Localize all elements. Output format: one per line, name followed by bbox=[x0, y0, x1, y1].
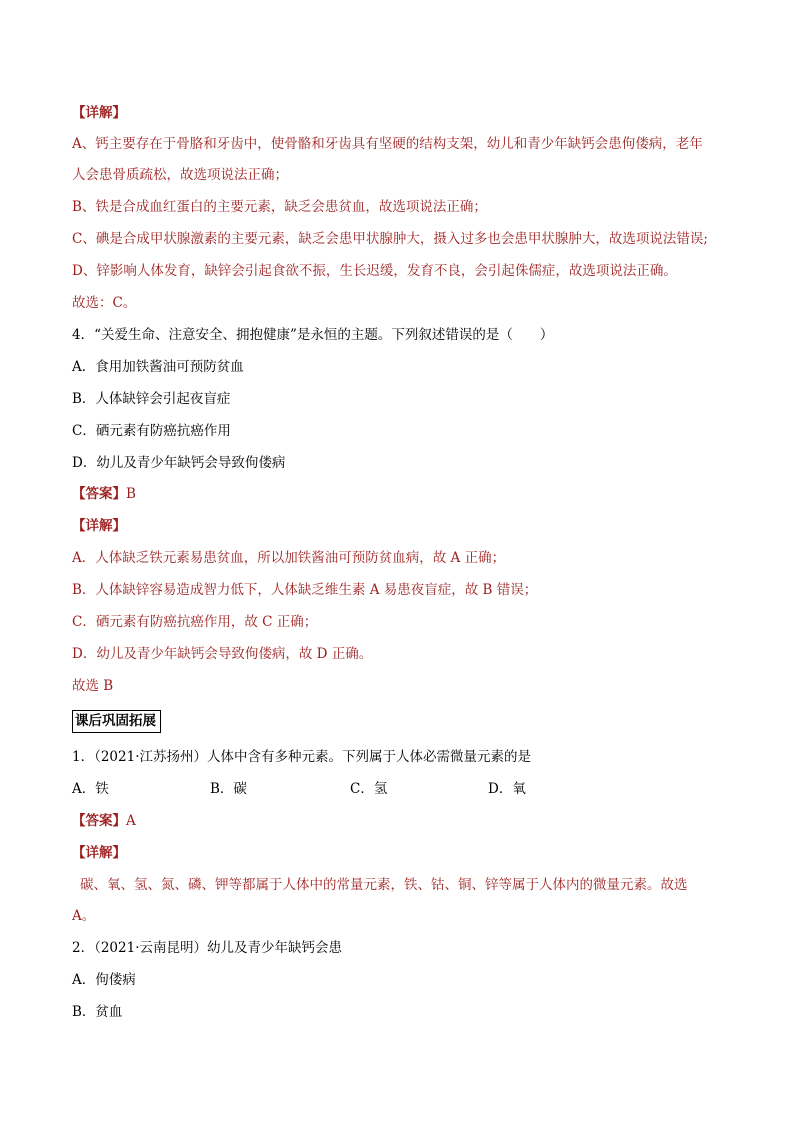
detail-line: C．硒元素有防癌抗癌作用，故 C 正确； bbox=[72, 614, 318, 630]
bracket-close: 】 bbox=[112, 845, 126, 861]
answer-label: 答案 bbox=[85, 486, 113, 502]
bracket-open: 【 bbox=[72, 518, 86, 534]
question-option: A．铁 bbox=[72, 781, 109, 797]
section-title: 课后巩固拓展 bbox=[72, 710, 161, 733]
question-option: B．贫血 bbox=[72, 1004, 123, 1020]
detail-line: B．人体缺锌容易造成智力低下，人体缺乏维生素 A 易患夜盲症，故 B 错误； bbox=[72, 582, 538, 598]
question-option: A．佝偻病 bbox=[72, 972, 136, 988]
bracket-close: 】 bbox=[112, 813, 126, 829]
detail-conclusion: 故选：C。 bbox=[72, 295, 137, 311]
detail-line: A、钙主要存在于骨胳和牙齿中，使骨骼和牙齿具有坚硬的结构支架，幼儿和青少年缺钙会患佝偻病，老年 bbox=[72, 136, 703, 152]
question-option: C．硒元素有防癌抗癌作用 bbox=[72, 423, 231, 439]
detail-line: 碳、氧、氢、氮、磷、钾等都属于人体中的常量元素，铁、钴、铜、锌等属于人体内的微量元素。故选 bbox=[80, 877, 688, 893]
question-option: D．幼儿及青少年缺钙会导致佝偻病 bbox=[72, 455, 286, 471]
question-option: B．人体缺锌会引起夜盲症 bbox=[72, 391, 231, 407]
bracket-open: 【 bbox=[72, 845, 86, 861]
detail-line: C、碘是合成甲状腺激素的主要元素，缺乏会患甲状腺肿大，摄入过多也会患甲状腺肿大，故选项说法错误; bbox=[72, 231, 708, 247]
answer-label: 答案 bbox=[85, 813, 113, 829]
bracket-open: 【 bbox=[72, 486, 86, 502]
bracket-close: 】 bbox=[112, 105, 126, 121]
question-options-row bbox=[72, 780, 526, 798]
detail-label: 详解 bbox=[85, 105, 113, 121]
answer-line bbox=[72, 485, 136, 503]
answer-value: A bbox=[126, 813, 136, 829]
question-option: B．碳 bbox=[210, 781, 247, 797]
detail-heading bbox=[72, 517, 126, 535]
detail-line: A。 bbox=[72, 908, 96, 924]
detail-line: B、铁是合成血红蛋白的主要元素，缺乏会患贫血，故选项说法正确； bbox=[72, 199, 487, 215]
detail-label: 详解 bbox=[85, 518, 113, 534]
detail-heading bbox=[72, 104, 126, 122]
detail-label: 详解 bbox=[85, 845, 113, 861]
detail-line: D．幼儿及青少年缺钙会导致佝偻病，故 D 正确。 bbox=[72, 646, 373, 662]
detail-line: D、锌影响人体发育，缺锌会引起食欲不振，生长迟缓，发育不良，会引起侏儒症，故选项说法正确。 bbox=[72, 263, 677, 279]
question-option: A．食用加铁酱油可预防贫血 bbox=[72, 359, 244, 375]
question-stem: 2．（2021·云南昆明）幼儿及青少年缺钙会患 bbox=[72, 940, 342, 956]
bracket-close: 】 bbox=[112, 518, 126, 534]
question-stem: 4．“关爱生命、注意安全、拥抱健康”是永恒的主题。下列叙述错误的是（ ） bbox=[72, 327, 554, 343]
detail-line: 人会患骨质疏松，故选项说法正确； bbox=[72, 167, 288, 183]
question-option: C．氢 bbox=[350, 781, 388, 797]
detail-heading bbox=[72, 844, 126, 862]
bracket-open: 【 bbox=[72, 813, 86, 829]
answer-line bbox=[72, 812, 136, 830]
detail-conclusion: 故选 B bbox=[72, 678, 114, 694]
detail-line: A．人体缺乏铁元素易患贫血，所以加铁酱油可预防贫血病，故 A 正确； bbox=[72, 550, 506, 566]
question-option: D．氧 bbox=[488, 781, 526, 797]
bracket-close: 】 bbox=[112, 486, 126, 502]
bracket-open: 【 bbox=[72, 105, 86, 121]
question-stem: 1．（2021·江苏扬州）人体中含有多种元素。下列属于人体必需微量元素的是 bbox=[72, 749, 531, 765]
answer-value: B bbox=[126, 486, 136, 502]
